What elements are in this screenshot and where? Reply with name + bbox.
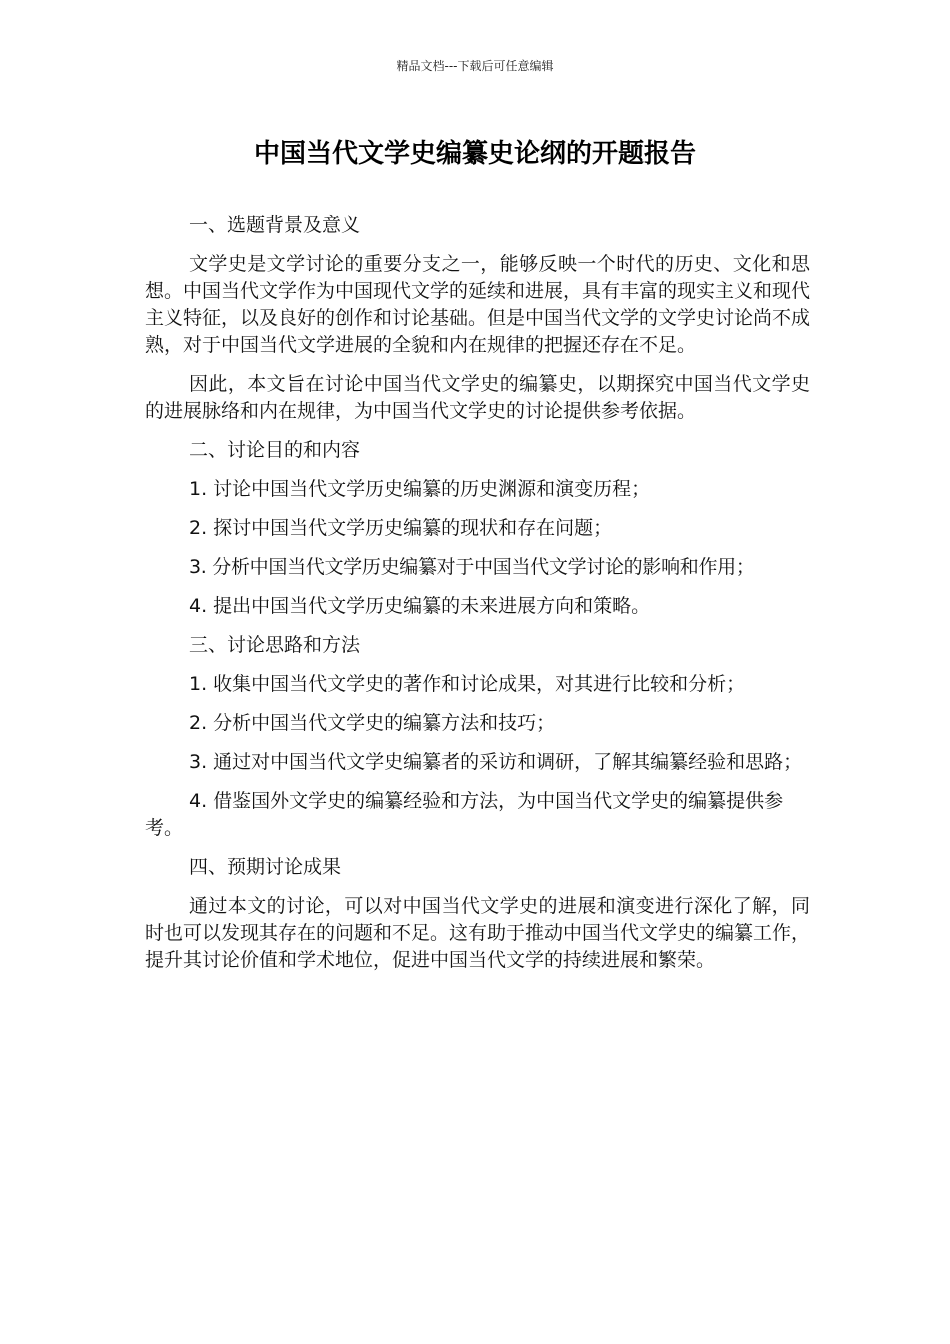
list-item-method: 2. 分析中国当代文学史的编纂方法和技巧； (189, 712, 556, 734)
paragraph-outcomes: 通过本文的讨论，可以对中国当代文学史的进展和演变进行深化了解，同时也可以发现其存在的问题和不足。这有助于推动中国当代文学史的编纂工作，提升其讨论价值和学术地位，促进中国当代文学的持续进展和繁荣。 (145, 895, 811, 971)
list-item-method: 3. 通过对中国当代文学史编纂者的采访和调研，了解其编纂经验和思路； (189, 751, 803, 773)
list-item-objective: 2. 探讨中国当代文学历史编纂的现状和存在问题； (189, 517, 613, 539)
list-item-objective: 4. 提出中国当代文学历史编纂的未来进展方向和策略。 (189, 595, 651, 617)
section-heading-methods: 三、讨论思路和方法 (189, 634, 361, 656)
list-item-method: 1. 收集中国当代文学史的著作和讨论成果，对其进行比较和分析； (189, 673, 746, 695)
document-title: 中国当代文学史编纂史论纲的开题报告 (253, 139, 696, 169)
section-heading-background: 一、选题背景及意义 (189, 214, 361, 236)
list-item-method: 4. 借鉴国外文学史的编纂经验和方法，为中国当代文学史的编纂提供参考。 (145, 790, 784, 839)
paragraph-background: 文学史是文学讨论的重要分支之一，能够反映一个时代的历史、文化和思想。中国当代文学作为中国现代文学的延续和进展，具有丰富的现实主义和现代主义特征，以及良好的创作和讨论基础。但是中国当代文学的文学史讨论尚不成熟，对于中国当代文学进展的全貌和内在规律的把握还存在不足。 (145, 253, 811, 356)
header-note: 精品文档---下载后可任意编辑 (396, 59, 554, 73)
section-heading-outcomes: 四、预期讨论成果 (189, 856, 342, 878)
document-body (145, 212, 810, 986)
section-heading-objectives: 二、讨论目的和内容 (189, 439, 361, 461)
list-item-objective: 3. 分析中国当代文学历史编纂对于中国当代文学讨论的影响和作用； (189, 556, 755, 578)
paragraph-aim: 因此，本文旨在讨论中国当代文学史的编纂史，以期探究中国当代文学史的进展脉络和内在规律，为中国当代文学史的讨论提供参考依据。 (145, 373, 810, 422)
list-item-objective: 1. 讨论中国当代文学历史编纂的历史渊源和演变历程； (189, 478, 651, 500)
